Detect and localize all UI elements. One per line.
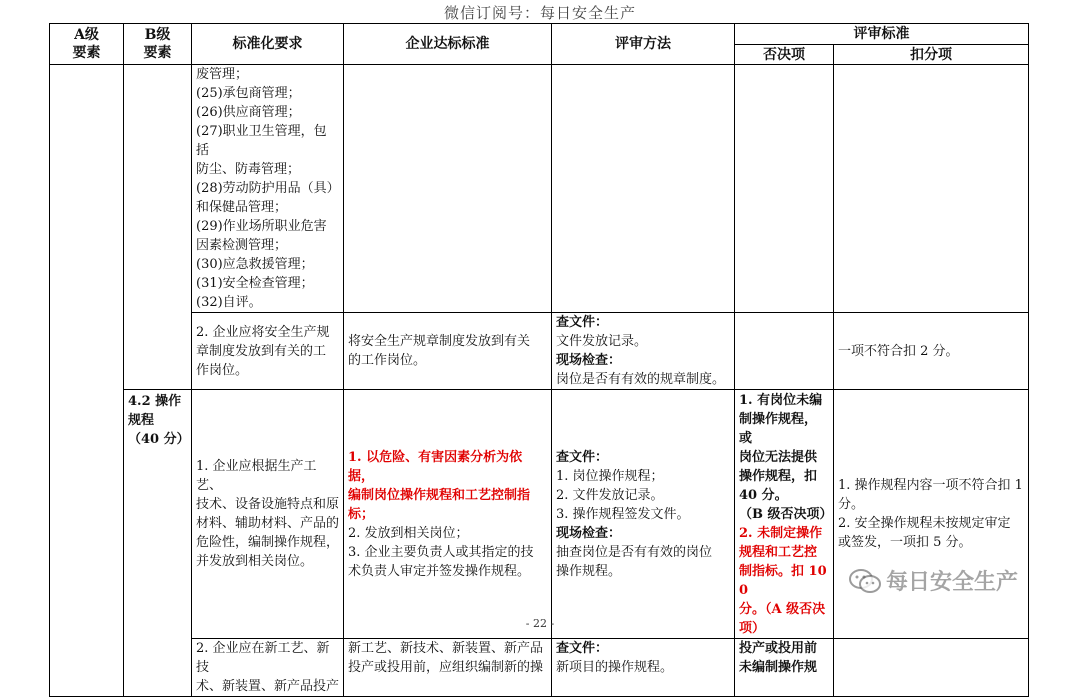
a-element-cell [50,65,124,697]
method-cell: 查文件： 新项目的操作规程。 [552,639,735,697]
requirement-cell: 废管理； (25)承包商管理； (26)供应商管理； (27)职业卫生管理，包括 防尘、防毒管理； (28)劳动防护用品（具） 和保健品管理； (29)作业场所职业危害 因素检测管理； (30)应急救援管理； (31)安全检查管理； (32)自评。 [192,65,344,313]
b-element-cell [124,65,192,390]
header-requirement: 标准化要求 [192,24,344,65]
veto-cell [735,65,834,313]
standard-cell: 将安全生产规章制度发放到有关 的工作岗位。 [344,313,552,390]
table-row [50,313,1029,390]
check-documents-label: 查文件： [556,315,609,330]
header-enterprise-standard: 企业达标标准 [344,24,552,65]
check-documents-label: 查文件： [556,641,609,656]
requirement-cell: 2. 企业应将安全生产规 章制度发放到有关的工 作岗位。 [192,313,344,390]
standard-cell: 新工艺、新技术、新装置、新产品 投产或投用前，应组织编制新的操 [344,639,552,697]
deduction-cell: 1. 操作规程内容一项不符合扣 1 分。 2. 安全操作规程未按规定审定 或签发，一项扣 5 分。 [834,390,1029,639]
header-review-criteria: 评审标准 [735,24,1029,45]
wechat-icon [848,567,882,595]
header-a-element: A级 要素 [50,24,124,65]
standard-cell: 1. 以危险、有害因素分析为依据， 编制岗位操作规程和工艺控制指 标； 2. 发放到相关岗位； 3. 企业主要负责人或其指定的技 术负责人审定并签发操作规程。 [344,390,552,639]
standard-cell [344,65,552,313]
deduction-cell [834,65,1029,313]
method-cell [552,65,735,313]
requirement-cell: 2. 企业应在新工艺、新技 术、新装置、新产品投产 [192,639,344,697]
veto-cell [735,313,834,390]
table-row [50,65,1029,313]
b-element-operating-procedures: 4.2 操作 规程 （40 分） [124,390,192,697]
veto-cell: 投产或投用前 未编制操作规 [735,639,834,697]
deduction-cell [834,639,1029,697]
requirement-cell: 1. 企业应根据生产工艺、 技术、设备设施特点和原 材料、辅助材料、产品的 危险性，编制操作规程， 并发放到相关岗位。 [192,390,344,639]
header-veto: 否决项 [735,45,834,65]
table-row [50,390,1029,639]
check-documents-label: 查文件： [556,449,609,465]
header-b-element: B级 要素 [124,24,192,65]
table-row [50,639,1029,697]
header-review-method: 评审方法 [552,24,735,65]
site-inspection-label: 现场检查： [556,353,622,368]
header-deduction: 扣分项 [834,45,1029,65]
site-inspection-label: 现场检查： [556,525,622,541]
page-number: - 22 - [525,617,555,630]
method-cell: 查文件： 文件发放记录。 现场检查： 岗位是否有有效的规章制度。 [552,313,735,390]
watermark-text: 每日安全生产 [886,570,1019,595]
veto-cell: 1. 有岗位未编 制操作规程，或 岗位无法提供 操作规程，扣 40 分。 （B 级否决项） 2. 未制定操作 规程和工艺控 制指标。扣 100 分。（A 级否决 项） [735,390,834,639]
method-cell: 查文件： 1. 岗位操作规程； 2. 文件发放记录。 3. 操作规程签发文件。 现场检查： 抽查岗位是否有有效的岗位 操作规程。 [552,390,735,639]
watermark [848,565,1018,596]
subscription-title: 微信订阅号：每日安全生产 [443,4,636,22]
deduction-cell: 一项不符合扣 2 分。 [834,313,1029,390]
